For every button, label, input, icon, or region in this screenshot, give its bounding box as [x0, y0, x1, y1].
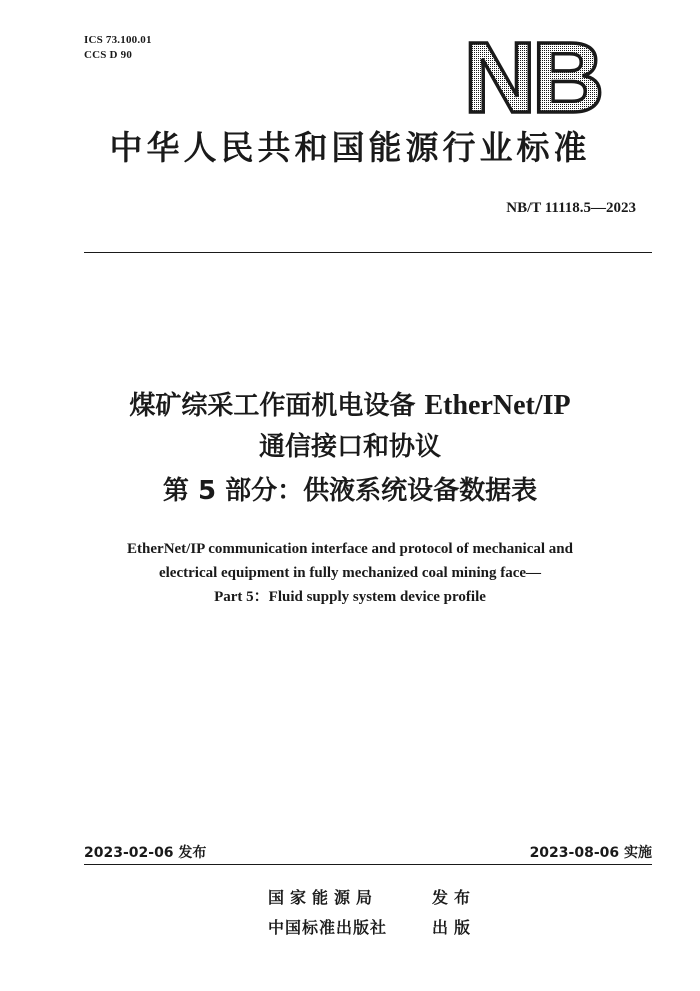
- footer-divider: [84, 864, 652, 865]
- issuing-action: 发布: [432, 888, 477, 907]
- publisher-name: 中国标准出版社: [268, 918, 388, 937]
- title-cn-line-1: [0, 389, 700, 423]
- title-en-line-3: Part 5：Fluid supply system device profile: [214, 589, 486, 605]
- standard-number: NB/T 11118.5—2023: [506, 200, 636, 216]
- title-cn-line-1-latin: EtherNet/IP: [424, 390, 571, 421]
- header-divider: [84, 252, 652, 253]
- svg-text:NB: NB: [463, 22, 601, 130]
- ccs-code: CCS D 90: [84, 49, 133, 61]
- ics-code: ICS 73.100.01: [84, 34, 152, 46]
- title-cn-line-1-text: 煤矿综采工作面机电设备: [129, 391, 416, 421]
- title-en-line-2: electrical equipment in fully mechanized coal mining face—: [158, 565, 542, 581]
- issuer-title: 中华人民共和国能源行业标准: [109, 128, 591, 167]
- title-en-line-1: EtherNet/IP communication interface and protocol of mechanical and: [127, 541, 573, 557]
- nb-logo: [0, 0, 700, 130]
- implementation-date: 2023-08-06 实施: [529, 845, 652, 861]
- title-cn-line-2: 通信接口和协议: [258, 432, 441, 462]
- issue-date: 2023-02-06 发布: [84, 845, 207, 861]
- title-cn-line-3: 第 5 部分：供液系统设备数据表: [162, 476, 538, 506]
- issuing-authority: 国家能源局: [268, 888, 379, 907]
- publishing-action: 出版: [432, 918, 477, 937]
